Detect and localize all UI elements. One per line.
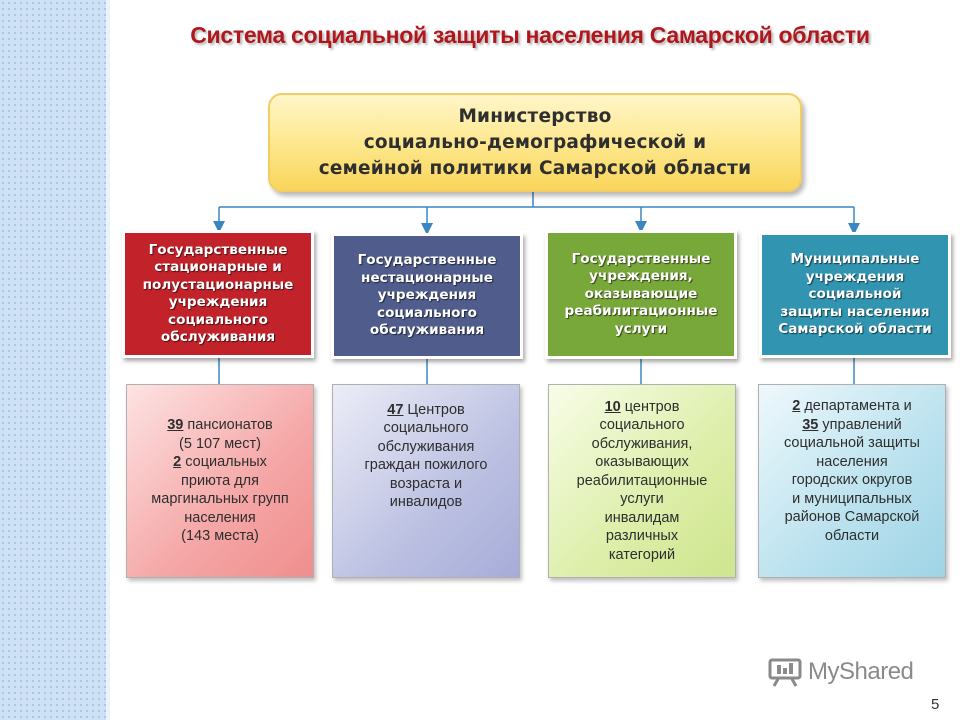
category-box-municipal — [759, 232, 951, 358]
logo-text: MyShared — [808, 658, 914, 685]
category-label: Государственные учреждения, оказывающие реабилитационные услуги — [564, 250, 718, 337]
detail-box-stationary — [126, 384, 314, 578]
myshared-logo — [768, 657, 913, 687]
detail-box-nonstationary — [332, 384, 520, 578]
category-label: Государственные стационарные и полустационарные учреждения социального обслуживания — [142, 241, 294, 345]
detail-text: Центров социального обслуживания граждан пожилого возраста и инвалидов — [364, 401, 488, 510]
category-label: Муниципальные учреждения социальной защиты населения Самарской области — [778, 251, 932, 338]
category-box-stationary — [122, 230, 314, 358]
category-label: Государственные нестационарные учреждения социального обслуживания — [357, 252, 497, 339]
detail-box-rehabilitation — [548, 384, 736, 578]
detail-number: 35 — [802, 416, 819, 433]
presentation-board-icon — [768, 657, 802, 687]
page-number: 5 — [931, 696, 940, 713]
ministry-label: Министерство социально-демографической и семейной политики Самарской области — [318, 105, 752, 179]
detail-text: центров социального обслуживания, оказывающих реабилитационные услуги инвалидам различных категорий — [576, 398, 708, 563]
detail-text: департамента и — [804, 398, 912, 414]
category-box-nonstationary — [331, 233, 523, 359]
category-box-rehabilitation — [545, 230, 737, 359]
detail-number: 39 — [167, 417, 184, 434]
detail-text: пансионатов (5 107 мест) — [179, 417, 273, 452]
detail-text: управлений социальной защиты населения городских округов и муниципальных районов Самарской области — [784, 416, 920, 544]
ministry-box — [268, 93, 802, 192]
detail-number: 2 — [792, 398, 801, 414]
slide-title: Система социальной защиты населения Самарской области — [190, 22, 870, 48]
detail-number: 2 — [173, 454, 182, 471]
detail-number: 47 — [387, 401, 404, 418]
detail-text: социальных приюта для маргинальных групп населения (143 места) — [151, 454, 289, 545]
detail-number: 10 — [604, 398, 621, 415]
detail-box-municipal — [758, 384, 946, 578]
